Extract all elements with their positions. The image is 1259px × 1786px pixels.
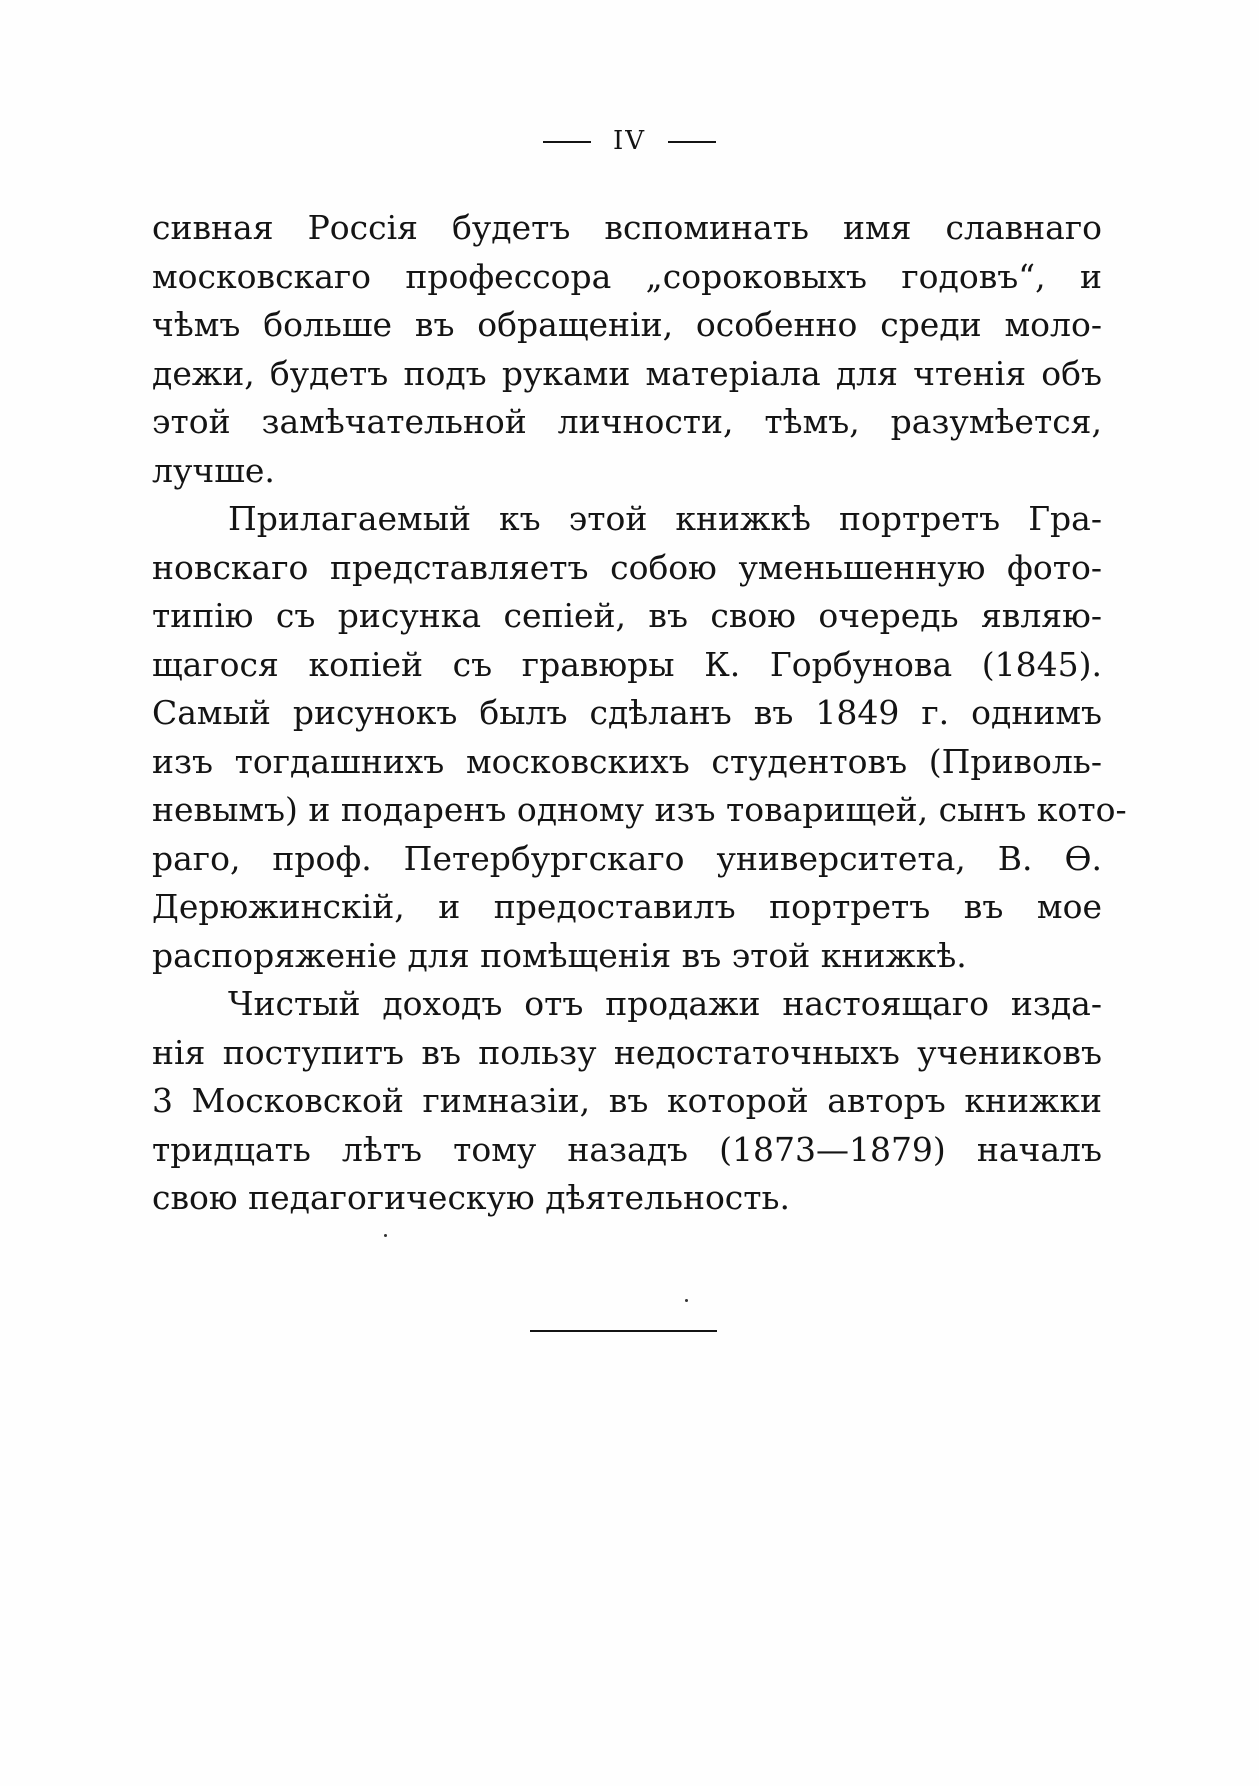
page-number: IV — [612, 126, 647, 156]
paragraph — [152, 495, 1127, 980]
body-text — [152, 204, 1127, 1223]
text-line: распоряженіе для помѣщенія въ этой книжкѣ. — [152, 935, 967, 975]
right-dash-rule — [668, 141, 716, 143]
text-line: щагося копіей съ гравюры К. Горбунова (1845). — [152, 644, 1102, 684]
text-line: новскаго представляетъ собою уменьшенную фото- — [152, 547, 1102, 587]
running-head — [0, 126, 1259, 156]
text-line: лучше. — [152, 450, 275, 490]
text-line: Самый рисунокъ былъ сдѣланъ въ 1849 г. однимъ — [152, 693, 1102, 732]
text-line: свою педагогическую дѣятельность. — [152, 1178, 791, 1217]
text-line: Дерюжинскій, и предоставилъ портретъ въ мое — [152, 887, 1102, 926]
end-rule — [530, 1330, 717, 1332]
text-line: типію съ рисунка сепіей, въ свою очередь являю- — [152, 596, 1102, 635]
paragraph — [152, 204, 1102, 495]
print-speck — [384, 1234, 387, 1237]
print-speck — [685, 1299, 688, 1302]
text-line: 3 Московской гимназіи, въ которой авторъ книжки — [152, 1081, 1102, 1120]
text-line: сивная Россія будетъ вспоминать имя славнаго — [152, 208, 1102, 247]
paragraph — [152, 980, 1102, 1223]
text-line: дежи, будетъ подъ руками матеріала для чтенія объ — [152, 353, 1102, 393]
text-line: нія поступитъ въ пользу недостаточныхъ учениковъ — [152, 1032, 1102, 1072]
text-line: чѣмъ больше въ обращеніи, особенно среди моло- — [152, 305, 1102, 344]
text-line: тридцать лѣтъ тому назадъ (1873—1879) началъ — [152, 1129, 1102, 1169]
text-line: этой замѣчательной личности, тѣмъ, разумѣется, — [152, 402, 1102, 441]
left-dash-rule — [543, 141, 591, 143]
text-line: Прилагаемый къ этой книжкѣ портретъ Гра- — [228, 499, 1102, 538]
text-line: невымъ) и подаренъ одному изъ товарищей, сынъ кото- — [152, 790, 1127, 829]
text-line: московскаго профессора „сороковыхъ годовъ“, и — [152, 256, 1102, 296]
text-line: Чистый доходъ отъ продажи настоящаго изда- — [228, 984, 1102, 1023]
text-line: изъ тогдашнихъ московскихъ студентовъ (Приволь- — [152, 741, 1102, 781]
text-line: раго, проф. Петербургскаго университета, В. Ѳ. — [152, 838, 1102, 878]
